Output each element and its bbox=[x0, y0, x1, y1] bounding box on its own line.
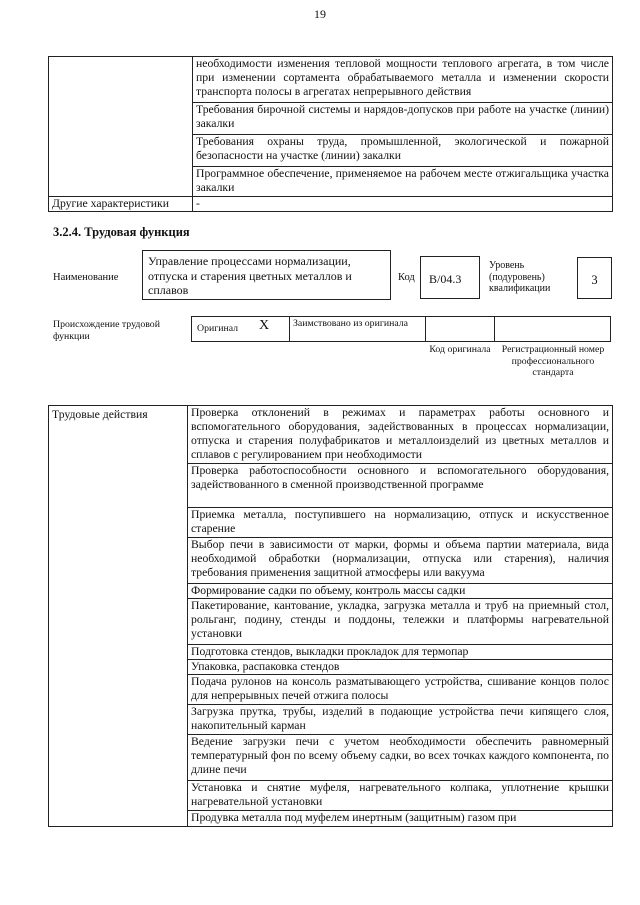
list-item: Загрузка прутка, трубы, изделий в подающие устройства печи кипящего слоя, накопительный карман bbox=[188, 705, 613, 735]
characteristics-table bbox=[48, 56, 613, 212]
list-item: Подача рулонов на консоль разматывающего устройства, сшивание концов полос для непрерывных печей отжига полосы bbox=[188, 675, 613, 705]
list-item: Подготовка стендов, выкладки прокладок для термопар bbox=[188, 645, 613, 660]
other-characteristics-value: - bbox=[193, 197, 613, 212]
list-item: Продувка металла под муфелем инертным (защитным) газом при bbox=[188, 811, 613, 827]
list-item: Проверка отклонений в режимах и параметрах работы основного и вспомогательного оборудования, задействованных в процессах нормализации, отпуска и старения полуфабрикатов и металлоизделий из цветных металлов и сплавов с регулированием при необходимости bbox=[188, 406, 613, 464]
section-title: 3.2.4. Трудовая функция bbox=[53, 225, 190, 239]
list-item: Выбор печи в зависимости от марки, формы и объема партии материала, вида необходимой обработки (нормализации, отпуска или старения), наличия требования применения защитной атмосферы или вакуума bbox=[188, 538, 613, 584]
list-item: Ведение загрузки печи с учетом необходимости обеспечить равномерный температурный фон по всему объему садки, во всех точках каждого компонента, по длине печи bbox=[188, 735, 613, 781]
code-label: Код bbox=[398, 272, 415, 283]
level-label: Уровень (подуровень) квалификации bbox=[489, 260, 551, 294]
list-item: Пакетирование, кантование, укладка, загрузка металла и труб на приемный стол, рольганг, подину, стенды и поддоны, тележки и платформы нагревательной установки bbox=[188, 599, 613, 645]
borrowed-label: Заимствовано из оригинала bbox=[293, 318, 408, 329]
divider bbox=[494, 316, 495, 342]
other-characteristics-label: Другие характеристики bbox=[49, 197, 193, 212]
qualification-level: 3 bbox=[577, 257, 612, 299]
function-code: B/04.3 bbox=[420, 256, 480, 299]
labor-actions-label: Трудовые действия bbox=[49, 406, 188, 827]
divider bbox=[289, 316, 290, 342]
name-label: Наименование bbox=[53, 272, 119, 283]
origin-label: Происхождение трудовой функции bbox=[53, 319, 160, 342]
original-mark: X bbox=[259, 318, 270, 333]
function-name: Управление процессами нормализации, отпуска и старения цветных металлов и сплавов bbox=[142, 250, 391, 300]
table-row: Требования бирочной системы и нарядов-допусков при работе на участке (линии) закалки bbox=[193, 103, 613, 135]
list-item: Упаковка, распаковка стендов bbox=[188, 660, 613, 675]
table-row: Программное обеспечение, применяемое на рабочем месте отжигальщика участка закалки bbox=[193, 167, 613, 197]
original-label: Оригинал bbox=[197, 323, 239, 334]
list-item: Проверка работоспособности основного и вспомогательного оборудования, задействованного в сменной производственной программе bbox=[188, 464, 613, 508]
table-left-cell-empty bbox=[49, 57, 193, 197]
list-item: Приемка металла, поступившего на нормализацию, отпуск и искусственное старение bbox=[188, 508, 613, 538]
registration-number-caption: Регистрационный номер профессионального стандарта bbox=[501, 344, 605, 378]
list-item: Формирование садки по объему, контроль массы садки bbox=[188, 584, 613, 599]
labor-actions-table bbox=[48, 405, 613, 827]
page-number: 19 bbox=[314, 7, 326, 21]
list-item: Установка и снятие муфеля, нагревательного колпака, уплотнение крышки нагревательной установки bbox=[188, 781, 613, 811]
divider bbox=[425, 316, 426, 342]
table-row: необходимости изменения тепловой мощности теплового агрегата, в том числе при изменении сортамента обрабатываемого металла и изменении скорости транспорта полосы в агрегатах непрерывного действия bbox=[193, 57, 613, 103]
table-row: Требования охраны труда, промышленной, экологической и пожарной безопасности на участке (линии) закалки bbox=[193, 135, 613, 167]
code-original-caption: Код оригинала bbox=[429, 344, 491, 355]
